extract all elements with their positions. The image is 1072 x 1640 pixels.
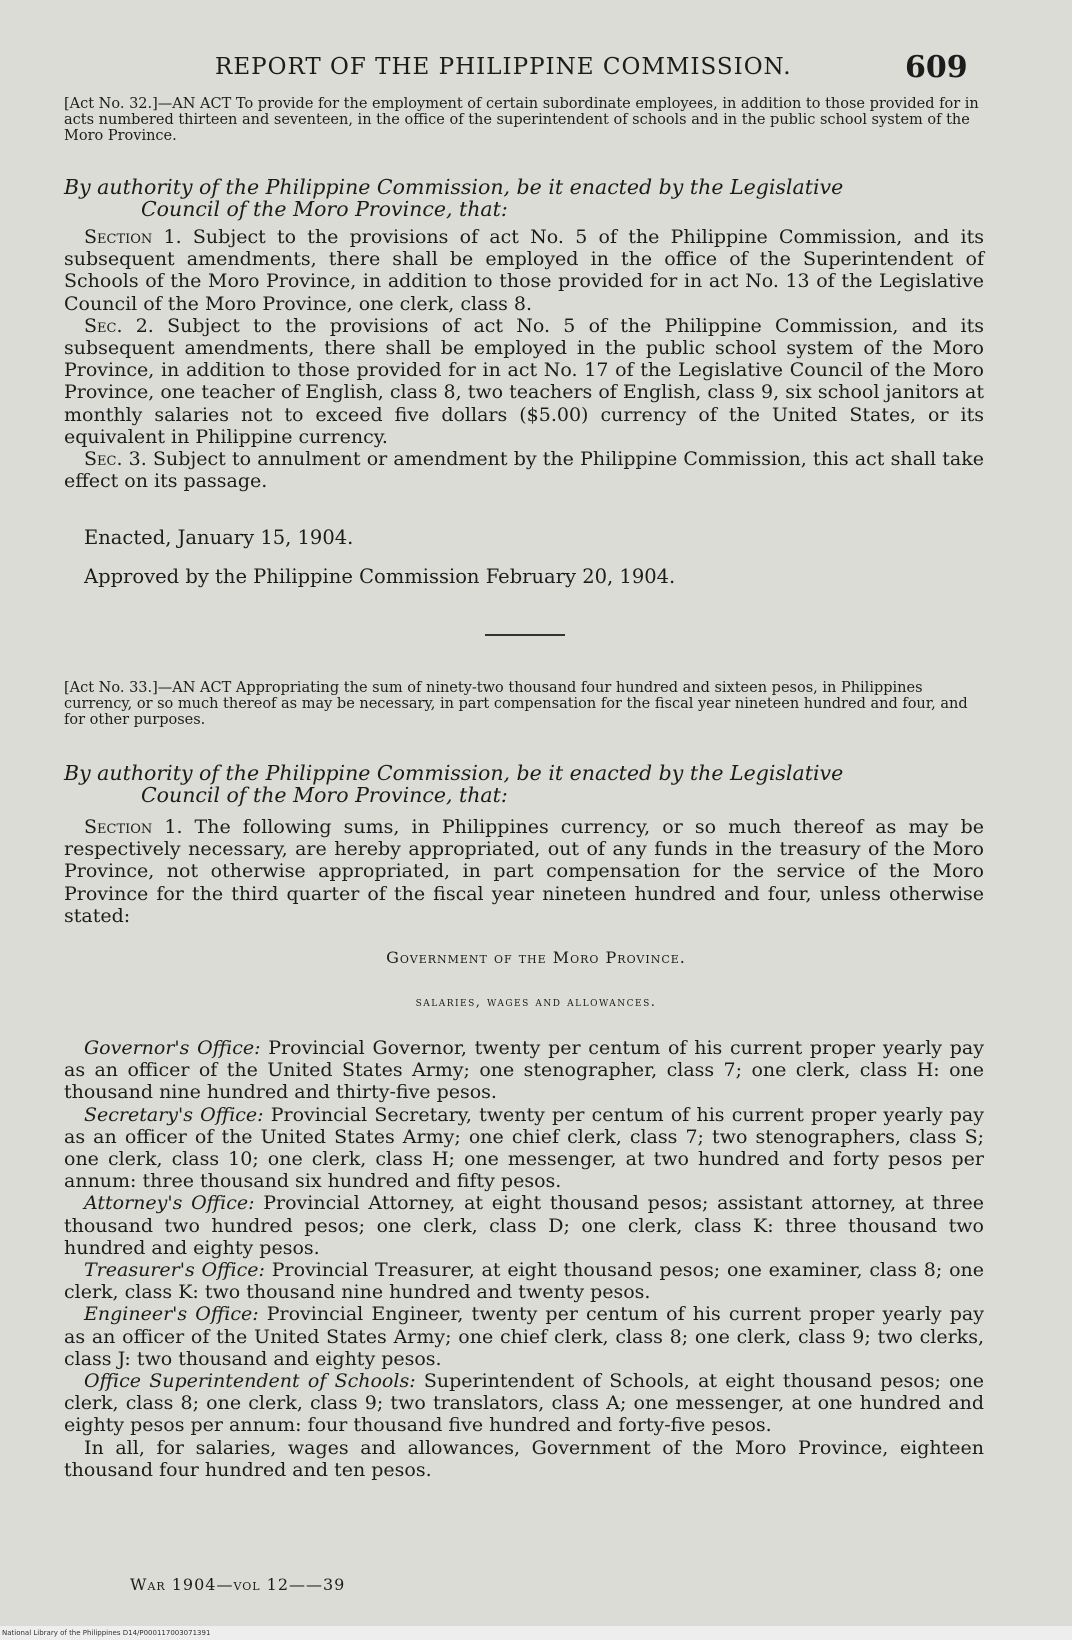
act32-sections [64,226,984,492]
office-entry [64,1192,984,1259]
act32-section-1 [64,226,984,315]
office-entry [64,1104,984,1193]
act32-enact-line2: Council of the Moro Province, that: [141,197,508,221]
act33-enact-line2: Council of the Moro Province, that: [141,783,508,807]
act33-enact-line1: By authority of the Philippine Commission, be it enacted by the Legislative [64,761,844,785]
page-number: 609 [905,50,968,85]
office-text: Provincial Attorney, at eight thousand pesos; assistant attorney, at three thousand two hundred pesos; one clerk, class D; one clerk, class K: three thousand two hundred and eighty pesos. [64,1192,984,1259]
government-heading: Government of the Moro Province. [386,948,686,967]
act32-approved-date: Approved by the Philippine Commission February 20, 1904. [84,565,676,588]
page-header [0,50,1072,90]
office-appropriations [64,1037,984,1481]
office-name: Engineer's Office: [84,1303,259,1326]
salaries-heading: salaries, wages and allowances. [415,995,657,1010]
office-text: Provincial Engineer, twenty per centum of his current proper yearly pay as an officer of the United States Army; one chief clerk, class 8; one clerk, class 9; two clerks, class J: two thousand and eighty pesos. [64,1303,984,1370]
act32-sec2-text: Subject to the provisions of act No. 5 of the Philippine Commission, and its subsequent amendments, there shall be employed in the public school system of the Moro Province, in addition to those provided for in act No. 17 of the Legislative Council of the Moro Province, one teacher of English, class 8, two teachers of English, class 9, six school janitors at monthly salaries not to exceed five dollars ($5.00) currency of the United States, or its equivalent in Philippine currency. [64,314,984,448]
act32-enacting-clause [64,176,984,220]
act32-sec3-label: Sec. 3. [84,448,147,471]
act33-section-1 [64,816,984,927]
office-text: Superintendent of Schools, at eight thousand pesos; one clerk, class 8; one clerk, class 9; two translators, class A; one messenger, at one hundred and eighty pesos per annum: four thousand five hundred and forty-five pesos. [64,1370,984,1437]
office-name: Governor's Office: [84,1037,261,1059]
office-name: Secretary's Office: [84,1103,264,1126]
act33-sec1-label: Section 1. [84,816,183,838]
act32-sec2-label: Sec. 2. [84,314,154,337]
act33-enacting-clause [64,762,984,806]
act32-sec1-text: Subject to the provisions of act No. 5 of the Philippine Commission, and its subsequent amendments, there shall be employed in the office of the Superintendent of Schools of the Moro Province, in addition to those provided for in act No. 13 of the Legislative Council of the Moro Province, one clerk, class 8. [64,226,984,315]
office-entry [64,1303,984,1370]
page-footer-signature: War 1904—vol 12——39 [130,1575,346,1594]
office-text: Provincial Treasurer, at eight thousand pesos; one examiner, class 8; one clerk, class K: two thousand nine hundred and twenty pesos. [64,1259,985,1304]
running-head: REPORT OF THE PHILIPPINE COMMISSION. [215,54,792,80]
act32-section-2 [64,315,984,448]
office-entry [64,1259,984,1303]
office-name: Attorney's Office: [84,1192,255,1215]
office-text: Provincial Secretary, twenty per centum of his current proper yearly pay as an officer of the United States Army; one chief clerk, class 7; two stenographers, class S; one clerk, class 10; one clerk, class H; one messenger, at two hundred and forty pesos per annum: three thousand six hundred and fifty pesos. [64,1103,984,1193]
act32-enact-line1: By authority of the Philippine Commission, be it enacted by the Legislative [64,175,844,199]
act32-sec1-label: Section 1. [84,226,182,248]
act32-head-note: [Act No. 32.]—AN ACT To provide for the employment of certain subordinate employees, in addition to those provided for in acts numbered thirteen and seventeen, in the office of the superintendent of schools and in the public school system of the Moro Province. [64,96,979,144]
library-identifier-strip: National Library of the Philippines D14/P000117003071391 [0,1626,1072,1640]
office-name: Treasurer's Office: [84,1259,265,1282]
appropriation-total: In all, for salaries, wages and allowances, Government of the Moro Province, eighteen thousand four hundred and ten pesos. [64,1436,984,1481]
office-name: Office Superintendent of Schools: [84,1370,416,1393]
office-entry [64,1370,984,1437]
act33-sec1-text: The following sums, in Philippines currency, or so much thereof as may be respectively necessary, are hereby appropriated, out of any funds in the treasury of the Moro Province, not otherwise appropriated, in part compensation for the service of the Moro Province for the third quarter of the fiscal year nineteen hundred and four, unless otherwise stated: [64,816,984,927]
act32-sec3-text: Subject to annulment or amendment by the Philippine Commission, this act shall take effect on its passage. [64,448,984,493]
act33-section-1-block [64,816,984,927]
office-text: Provincial Governor, twenty per centum of his current proper yearly pay as an officer of the United States Army; one stenographer, class 7; one clerk, class H: one thousand nine hundred and thirty-five pesos. [64,1037,984,1104]
act32-section-3 [64,448,984,492]
office-entry [64,1037,984,1104]
act32-enacted-date: Enacted, January 15, 1904. [84,526,354,549]
act33-head-note: [Act No. 33.]—AN ACT Appropriating the sum of ninety-two thousand four hundred and sixteen pesos, in Philippines currency, or so much thereof as may be necessary, in part compensation for the fiscal year nineteen hundred and four, and for other purposes. [64,680,968,728]
section-divider [485,634,565,636]
